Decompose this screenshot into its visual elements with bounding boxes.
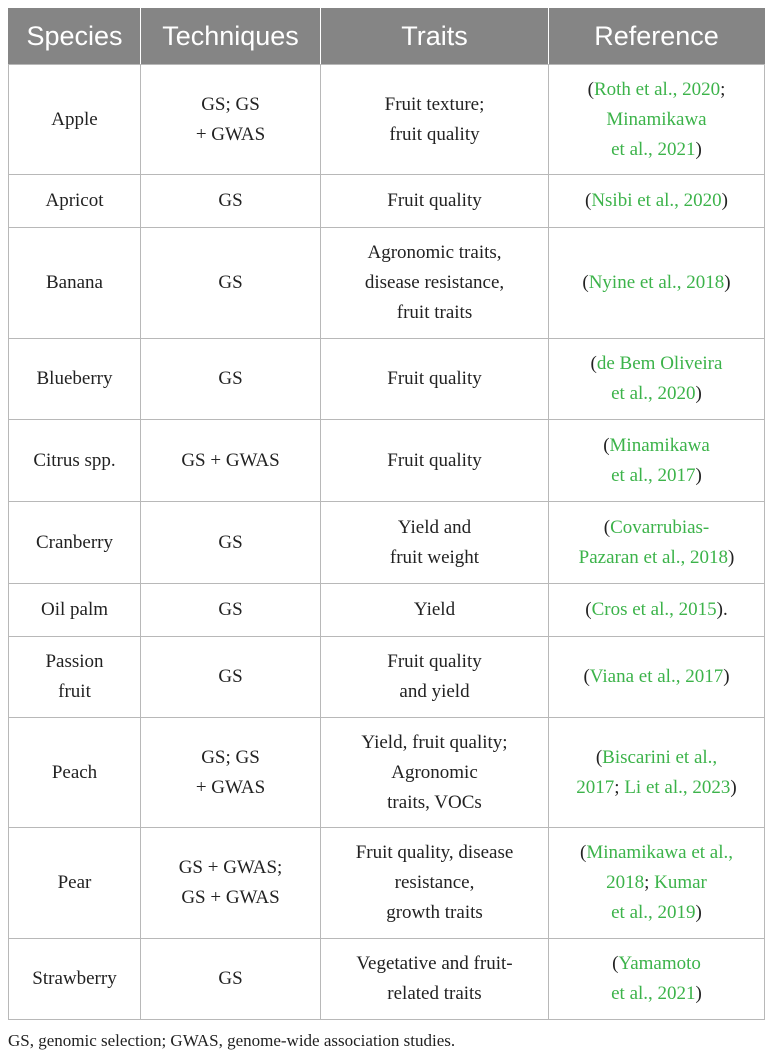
traits-line: Fruit quality bbox=[387, 190, 482, 211]
reference-punct: ; bbox=[644, 872, 655, 893]
reference-link[interactable]: Roth et al., 2020 bbox=[593, 78, 721, 100]
table-row bbox=[9, 339, 765, 420]
techniques-line: GS; GS bbox=[201, 746, 260, 768]
reference-punct: ) bbox=[695, 464, 702, 486]
reference-cell bbox=[549, 584, 765, 637]
reference-punct: ( bbox=[603, 434, 610, 456]
table-row bbox=[9, 228, 765, 339]
reference-link[interactable]: Cros et al., 2015 bbox=[591, 599, 717, 620]
traits-cell bbox=[321, 339, 549, 420]
traits-line: Yield bbox=[413, 599, 456, 620]
reference-cell bbox=[549, 339, 765, 420]
reference-link[interactable]: et al., 2021 bbox=[611, 138, 696, 160]
techniques-cell bbox=[141, 502, 321, 584]
reference-link[interactable]: 2017 bbox=[576, 776, 615, 798]
reference-cell bbox=[549, 939, 765, 1020]
reference-punct: ) bbox=[721, 190, 728, 211]
reference-punct: ) bbox=[723, 666, 730, 687]
techniques-line: + GWAS bbox=[195, 123, 266, 145]
reference-cell bbox=[549, 828, 765, 939]
reference-cell bbox=[549, 175, 765, 228]
traits-line: fruit quality bbox=[389, 123, 480, 145]
techniques-cell bbox=[141, 718, 321, 828]
reference-punct: ; bbox=[720, 78, 726, 100]
traits-cell bbox=[321, 502, 549, 584]
traits-line: Fruit quality bbox=[387, 368, 482, 389]
traits-cell bbox=[321, 420, 549, 502]
traits-line: resistance, bbox=[394, 872, 475, 893]
reference-punct: ) bbox=[724, 272, 731, 293]
reference-punct: ( bbox=[584, 190, 592, 211]
table-row bbox=[9, 420, 765, 502]
traits-line: fruit weight bbox=[389, 546, 480, 568]
traits-cell bbox=[321, 718, 549, 828]
reference-punct: ) bbox=[730, 776, 737, 798]
techniques-cell bbox=[141, 637, 321, 718]
reference-cell bbox=[549, 228, 765, 339]
techniques-line: GS bbox=[218, 968, 243, 989]
table-row bbox=[9, 502, 765, 584]
table-row bbox=[9, 175, 765, 228]
trait-techniques-table bbox=[8, 8, 765, 1020]
species-cell: Strawberry bbox=[9, 939, 141, 1020]
techniques-line: GS bbox=[218, 599, 243, 620]
species-cell bbox=[9, 637, 141, 718]
reference-link[interactable]: et al., 2019 bbox=[611, 902, 696, 923]
techniques-line: GS bbox=[218, 368, 243, 389]
reference-punct: ( bbox=[603, 516, 611, 538]
reference-link[interactable]: et al., 2020 bbox=[611, 383, 696, 404]
techniques-line: GS bbox=[218, 190, 243, 211]
techniques-cell bbox=[141, 228, 321, 339]
reference-link[interactable]: 2018 bbox=[606, 872, 645, 893]
reference-cell bbox=[549, 637, 765, 718]
header-species: Species bbox=[9, 8, 141, 65]
techniques-line: + GWAS bbox=[195, 776, 266, 798]
techniques-line: GS; GS bbox=[201, 93, 260, 115]
reference-link[interactable]: Viana et al., 2017 bbox=[589, 666, 724, 687]
reference-cell bbox=[549, 420, 765, 502]
reference-punct: ( bbox=[585, 599, 592, 620]
techniques-line: GS + GWAS bbox=[181, 887, 280, 908]
species-cell: Citrus spp. bbox=[9, 420, 141, 502]
techniques-line: GS bbox=[218, 666, 243, 687]
techniques-cell bbox=[141, 939, 321, 1020]
traits-cell bbox=[321, 65, 549, 175]
techniques-line: GS bbox=[218, 531, 243, 553]
species-cell: Oil palm bbox=[9, 584, 141, 637]
species-cell: Apricot bbox=[9, 175, 141, 228]
reference-link[interactable]: Pazaran et al., 2018 bbox=[578, 546, 728, 568]
reference-link[interactable]: Kumar bbox=[654, 872, 707, 893]
traits-line: Vegetative and fruit- bbox=[356, 953, 513, 974]
traits-line: related traits bbox=[387, 983, 482, 1004]
techniques-cell bbox=[141, 420, 321, 502]
reference-link[interactable]: et al., 2017 bbox=[611, 464, 696, 486]
table-header bbox=[9, 8, 765, 65]
traits-line: Fruit texture; bbox=[384, 93, 485, 115]
reference-link[interactable]: de Bem Oliveira bbox=[596, 353, 723, 374]
techniques-cell bbox=[141, 339, 321, 420]
reference-punct: ( bbox=[583, 666, 590, 687]
reference-punct: ( bbox=[582, 272, 589, 293]
table-body bbox=[9, 65, 765, 1020]
traits-line: traits, VOCs bbox=[387, 791, 482, 813]
header-techniques: Techniques bbox=[141, 8, 321, 65]
techniques-line: GS bbox=[218, 272, 243, 293]
traits-line: fruit traits bbox=[396, 302, 473, 323]
traits-line: Yield and bbox=[397, 516, 472, 538]
reference-cell bbox=[549, 502, 765, 584]
reference-link[interactable]: Minamikawa et al., bbox=[586, 842, 733, 863]
reference-punct: ; bbox=[614, 776, 625, 798]
reference-link[interactable]: Yamamoto bbox=[618, 953, 701, 974]
header-reference: Reference bbox=[549, 8, 765, 65]
traits-line: growth traits bbox=[386, 902, 483, 923]
reference-link[interactable]: Li et al., 2023 bbox=[624, 776, 731, 798]
traits-line: Fruit quality bbox=[387, 449, 482, 471]
reference-link[interactable]: et al., 2021 bbox=[611, 983, 696, 1004]
techniques-line: GS + GWAS; bbox=[178, 857, 283, 878]
techniques-cell bbox=[141, 175, 321, 228]
reference-cell bbox=[549, 65, 765, 175]
techniques-cell bbox=[141, 584, 321, 637]
reference-punct: ( bbox=[595, 746, 603, 768]
reference-punct: ) bbox=[727, 546, 735, 568]
traits-cell bbox=[321, 228, 549, 339]
reference-link[interactable]: Nsibi et al., 2020 bbox=[591, 190, 722, 211]
reference-link[interactable]: Biscarini et al., bbox=[602, 746, 718, 768]
reference-punct: ( bbox=[612, 953, 619, 974]
reference-punct: ( bbox=[590, 353, 597, 374]
table-row bbox=[9, 637, 765, 718]
traits-line: and yield bbox=[399, 681, 470, 702]
species-cell: Apple bbox=[9, 65, 141, 175]
reference-link[interactable]: Nyine et al., 2018 bbox=[588, 272, 725, 293]
table-row bbox=[9, 65, 765, 175]
reference-punct: ) bbox=[695, 383, 702, 404]
table-footnote: GS, genomic selection; GWAS, genome-wide association studies. bbox=[8, 1031, 456, 1050]
reference-punct: ). bbox=[716, 599, 728, 620]
traits-cell bbox=[321, 637, 549, 718]
header-row bbox=[9, 8, 765, 65]
table-row bbox=[9, 718, 765, 828]
species-cell: Blueberry bbox=[9, 339, 141, 420]
table-row bbox=[9, 584, 765, 637]
traits-line: disease resistance, bbox=[364, 272, 505, 293]
techniques-cell bbox=[141, 65, 321, 175]
techniques-line: GS + GWAS bbox=[181, 449, 280, 471]
reference-punct: ) bbox=[695, 902, 702, 923]
reference-cell bbox=[549, 718, 765, 828]
traits-line: Agronomic traits, bbox=[367, 242, 502, 263]
species-line: Passion bbox=[45, 651, 104, 672]
reference-link[interactable]: Minamikawa bbox=[606, 108, 707, 130]
reference-punct: ( bbox=[587, 78, 594, 100]
header-traits: Traits bbox=[321, 8, 549, 65]
reference-link[interactable]: Minamikawa bbox=[609, 434, 710, 456]
traits-cell bbox=[321, 939, 549, 1020]
species-line: fruit bbox=[58, 681, 91, 702]
species-cell: Peach bbox=[9, 718, 141, 828]
reference-punct: ) bbox=[695, 138, 702, 160]
reference-punct: ) bbox=[695, 983, 702, 1004]
techniques-cell bbox=[141, 828, 321, 939]
reference-punct: ( bbox=[579, 842, 587, 863]
reference-link[interactable]: Covarrubias- bbox=[610, 516, 710, 538]
species-cell: Pear bbox=[9, 828, 141, 939]
traits-cell bbox=[321, 584, 549, 637]
traits-line: Agronomic bbox=[391, 761, 478, 783]
species-cell: Banana bbox=[9, 228, 141, 339]
traits-line: Fruit quality, disease bbox=[355, 842, 514, 863]
traits-line: Yield, fruit quality; bbox=[361, 731, 508, 753]
traits-line: Fruit quality bbox=[387, 651, 482, 672]
traits-cell bbox=[321, 175, 549, 228]
traits-cell bbox=[321, 828, 549, 939]
table-row bbox=[9, 939, 765, 1020]
table-row bbox=[9, 828, 765, 939]
species-cell: Cranberry bbox=[9, 502, 141, 584]
